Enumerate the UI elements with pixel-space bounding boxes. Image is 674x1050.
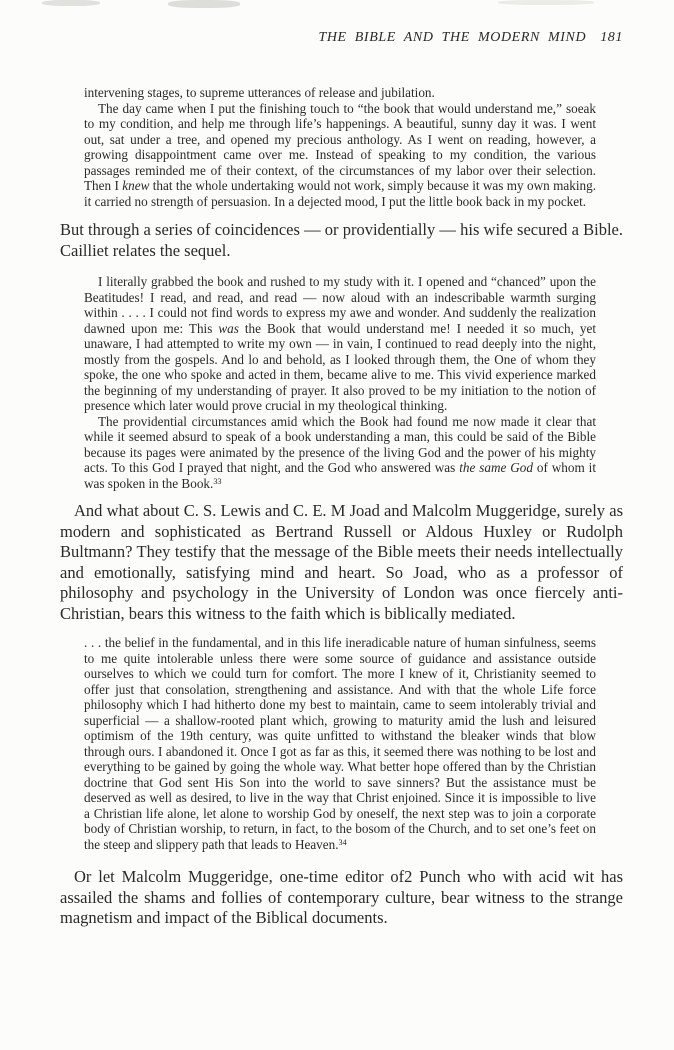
body-paragraph-block: [60, 501, 623, 624]
quote-paragraph: intervening stages, to supreme utterances of release and jubilation.: [84, 85, 435, 100]
body-paragraph: Or let Malcolm Muggeridge, one-time editor of2 Punch who with acid wit has assailed the shams and follies of contemporary culture, bear witness to the strange magnetism and impact of the Biblical documents.: [60, 867, 623, 927]
quote-block-joad: [84, 635, 596, 852]
page-header: [318, 30, 623, 46]
quote-block-cailliet: [84, 274, 596, 491]
body-paragraph: But through a series of coincidences — or providentially — his wife secured a Bible. Cailliet relates the sequel.: [60, 220, 623, 260]
body-paragraph: And what about C. S. Lewis and C. E. M Joad and Malcolm Muggeridge, surely as modern and sophisticated as Bertrand Russell or Aldous Huxley or Rudolph Bultmann? They testify that the message of the Bible meets their needs intellectually and emotionally, satisfying mind and heart. So Joad, who as a professor of philosophy and psychology in the University of London was once fiercely anti-Christian, bears this witness to the faith which is biblically mediated.: [60, 501, 623, 623]
page-content: [60, 47, 623, 929]
running-title: THE BIBLE AND THE MODERN MIND: [318, 30, 587, 45]
quote-block-continuation: [84, 85, 596, 209]
body-paragraph-block: [60, 867, 623, 929]
body-paragraph-block: [60, 220, 623, 261]
quote-paragraph: . . . the belief in the fundamental, and in this life ineradicable nature of human sinfulness, seems to me quite intolerable unless there were some source of guidance and assistance outside ourselves to which we could turn for comfort. The more I knew of it, Christianity seemed to offer just that consolation, strengthening and assistance. And with that the whole Life force philosophy which I had hitherto done my best to maintain, came to seem intolerably trivial and superficial — a shallow-rooted plant which, growing to maturity amid the lush and leisured optimism of the 19th century, was quite unfitted to withstand the bleaker winds that blow through ours. I abandoned it. Once I got as far as this, it seemed there was nothing to be lost and everything to be gained by going the whole way. What better hope offered than by the Christian doctrine that God sent His Son into the world to save sinners? But the assistance must be deserved as well as desired, to live in the way that Christ enjoined. Since it is impossible to live a Christian life alone, let alone to worship God by oneself, the next step was to join a corporate body of Christian worship, to return, in fact, to the bosom of the Church, and to set one’s feet on the steep and slippery path that leads to Heaven.$^{34}$: [84, 635, 596, 852]
scan-smudge: [42, 0, 100, 6]
quote-paragraph: The day came when I put the finishing touch to “the book that would understand me,” soeak to my condition, and help me through life’s happenings. A beautiful, sunny day it was. I went out, sat under a tree, and opened my precious anthology. As I went on reading, however, a growing disappointment came over me. Instead of speaking to my condition, the various passages reminded me of their context, of the circumstances of my labor over their selection. Then I knew that the whole undertaking would not work, simply because it was my own making. it carried no strength of persuasion. In a dejected mood, I put the little book back in my pocket.: [84, 100, 596, 209]
scan-smudge: [498, 0, 594, 5]
quote-paragraph: I literally grabbed the book and rushed to my study with it. I opened and “chanced” upon the Beatitudes! I read, and read, and read — now aloud with an indescribable warmth surging within . . . . I could not find words to express my awe and wonder. And suddenly the realization dawned upon me: This was the Book that would understand me! I needed it so much, yet unaware, I had attempted to write my own — in vain, I continued to read deeply into the night, mostly from the gospels. And lo and behold, as I looked through them, the One of whom they spoke, the one who spoke and acted in them, became alive to me. This vivid experience marked the beginning of my understanding of prayer. It also proved to be my initiation to the notion of presence which later would prove crucial in my theological thinking.: [84, 274, 596, 413]
page-number: 181: [600, 30, 623, 45]
quote-paragraph: The providential circumstances amid which the Book had found me now made it clear that while it seemed absurd to speak of a book understanding a man, this could be said of the Bible because its pages were animated by the presence of the living God and the power of his mighty acts. To this God I prayed that night, and the God who answered was the same God of whom it was spoken in the Book.$^{33}$: [84, 413, 596, 491]
scan-smudge: [168, 0, 240, 8]
